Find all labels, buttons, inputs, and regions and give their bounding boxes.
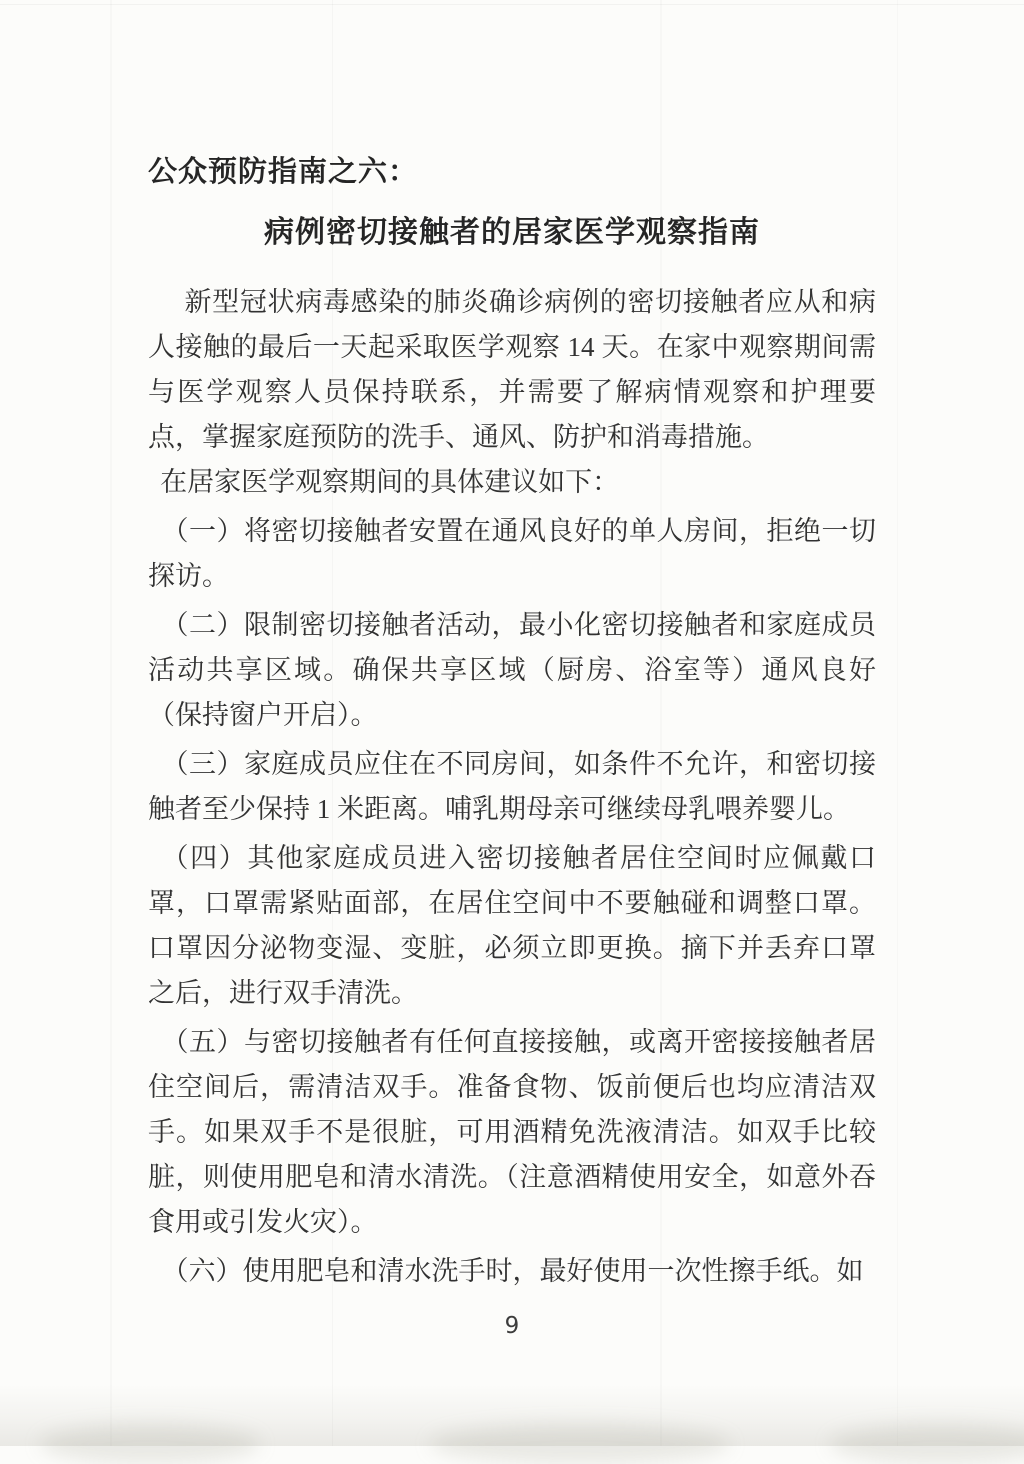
body-paragraph-item-3: （三）家庭成员应住在不同房间，如条件不允许，和密切接触者至少保持 1 米距离。哺乳期母亲可继续母乳喂养婴儿。 bbox=[148, 749, 876, 824]
body-paragraph-lead: 在居家医学观察期间的具体建议如下： bbox=[160, 467, 620, 497]
document-title: 病例密切接触者的居家医学观察指南 bbox=[264, 216, 760, 249]
page-number: 9 bbox=[504, 1313, 520, 1339]
scan-edge-line bbox=[0, 4, 1024, 5]
scan-blotch bbox=[830, 1424, 1024, 1464]
body-paragraph-intro: 新型冠状病毒感染的肺炎确诊病例的密切接触者应从和病人接触的最后一天起采取医学观察 14 天。在家中观察期间需与医学观察人员保持联系，并需要了解病情观察和护理要点，掌握家庭预防的洗手、通风、防护和消毒措施。 bbox=[148, 287, 876, 452]
body-paragraph-item-5: （五）与密切接触者有任何直接接触，或离开密接接触者居住空间后，需清洁双手。准备食物、饭前便后也均应清洁双手。如果双手不是很脏，可用酒精免洗液清洁。如双手比较脏，则使用肥皂和清水清洗。（注意酒精使用安全，如意外吞食用或引发火灾）。 bbox=[148, 1027, 876, 1237]
scan-blotch bbox=[40, 1424, 260, 1464]
scan-streak bbox=[110, 0, 112, 1446]
body-paragraph-item-2: （二）限制密切接触者活动，最小化密切接触者和家庭成员活动共享区域。确保共享区域（厨房、浴室等）通风良好（保持窗户开启）。 bbox=[148, 610, 876, 730]
scan-bottom-band bbox=[0, 1384, 1024, 1446]
document-body bbox=[148, 150, 876, 1294]
body-paragraph-item-1: （一）将密切接触者安置在通风良好的单人房间，拒绝一切探访。 bbox=[148, 516, 876, 591]
scan-streak bbox=[897, 0, 898, 1446]
document-heading: 公众预防指南之六： bbox=[148, 156, 419, 188]
document-text bbox=[148, 280, 876, 1294]
body-paragraph-item-6: （六）使用肥皂和清水洗手时，最好使用一次性擦手纸。如 bbox=[161, 1256, 864, 1286]
body-paragraph-item-4: （四）其他家庭成员进入密切接触者居住空间时应佩戴口罩，口罩需紧贴面部，在居住空间中不要触碰和调整口罩。口罩因分泌物变湿、变脏，必须立即更换。摘下并丢弃口罩之后，进行双手清洗。 bbox=[148, 843, 876, 1008]
scan-blotch bbox=[430, 1424, 730, 1464]
